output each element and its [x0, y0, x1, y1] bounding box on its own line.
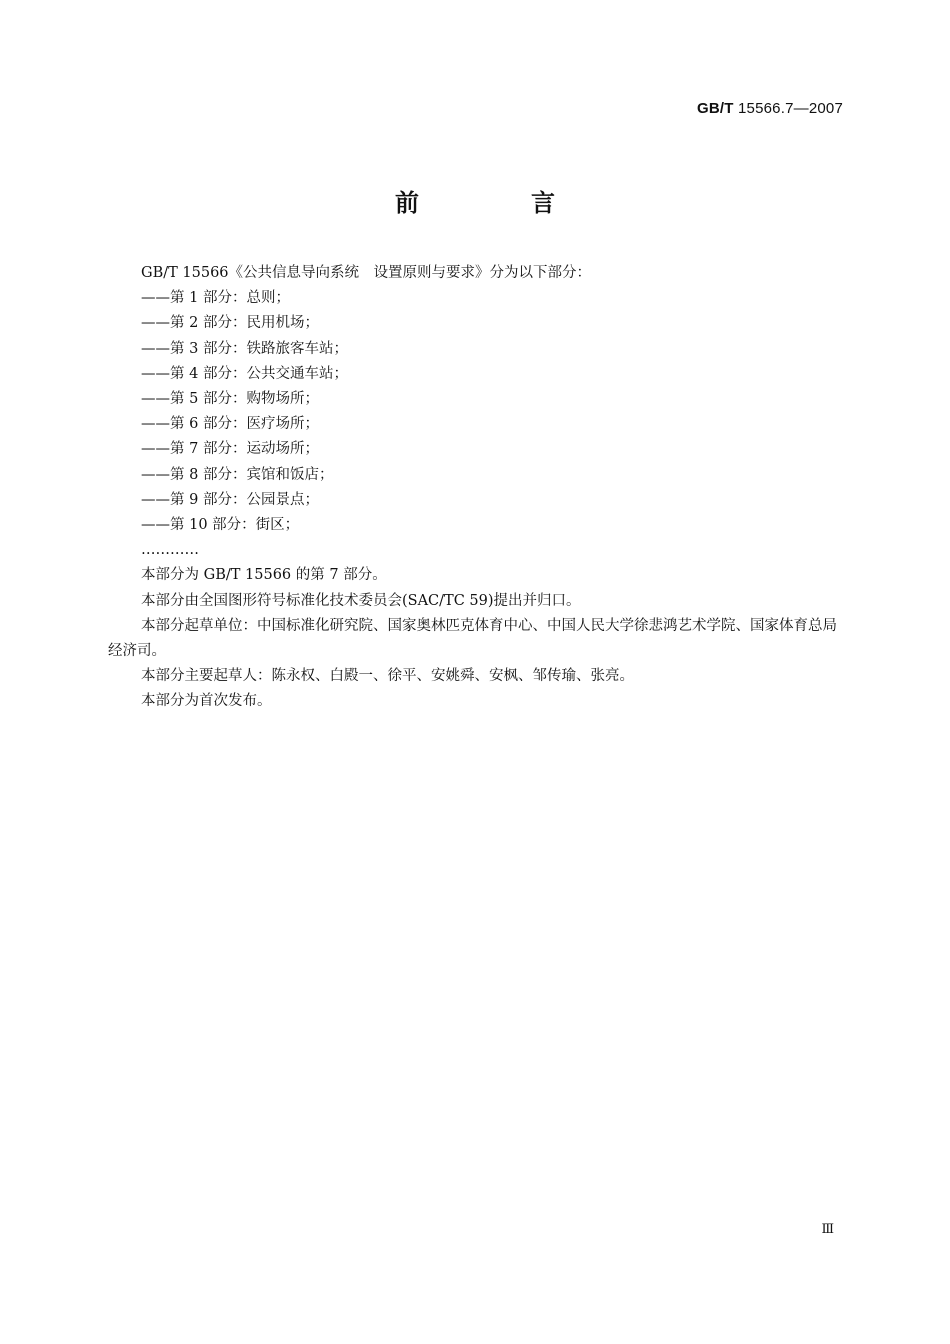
standard-prefix: GB/T [696, 100, 734, 117]
document-body [108, 261, 844, 715]
list-item: ——第 1 部分：总则； [141, 290, 290, 307]
list-item: ——第 8 部分：宾馆和饭店； [141, 466, 334, 483]
body-paragraph: 本部分起草单位：中国标准化研究院、国家奥林匹克体育中心、中国人民大学徐悲鸿艺术学院、国家体育总局经济司。 [108, 617, 837, 660]
standard-code-header [697, 100, 843, 117]
list-item: ——第 5 部分：购物场所； [141, 391, 319, 408]
list-item: ——第 9 部分：公园景点； [141, 491, 319, 508]
body-paragraph: 本部分主要起草人：陈永权、白殿一、徐平、安姚舜、安枫、邹传瑜、张亮。 [141, 668, 634, 685]
body-paragraph: 本部分由全国图形符号标准化技术委员会(SAC/TC 59)提出并归口。 [141, 592, 581, 609]
standard-number: 15566.7—2007 [738, 100, 843, 117]
list-item: ——第 4 部分：公共交通车站； [141, 365, 348, 382]
page-title: 前 言 [395, 189, 599, 217]
body-paragraph: 本部分为 GB/T 15566 的第 7 部分。 [141, 567, 387, 584]
page-number: Ⅲ [821, 1222, 834, 1237]
list-item: ——第 3 部分：铁路旅客车站； [141, 340, 348, 357]
list-item: ——第 10 部分：街区； [141, 517, 300, 534]
list-item: ——第 7 部分：运动场所； [141, 441, 319, 458]
list-item: ——第 6 部分：医疗场所； [141, 416, 319, 433]
intro-paragraph: GB/T 15566《公共信息导向系统 设置原则与要求》分为以下部分： [141, 265, 592, 281]
list-item: ——第 2 部分：民用机场； [141, 315, 319, 332]
list-ellipsis: ………… [141, 542, 199, 559]
body-paragraph: 本部分为首次发布。 [141, 693, 272, 710]
